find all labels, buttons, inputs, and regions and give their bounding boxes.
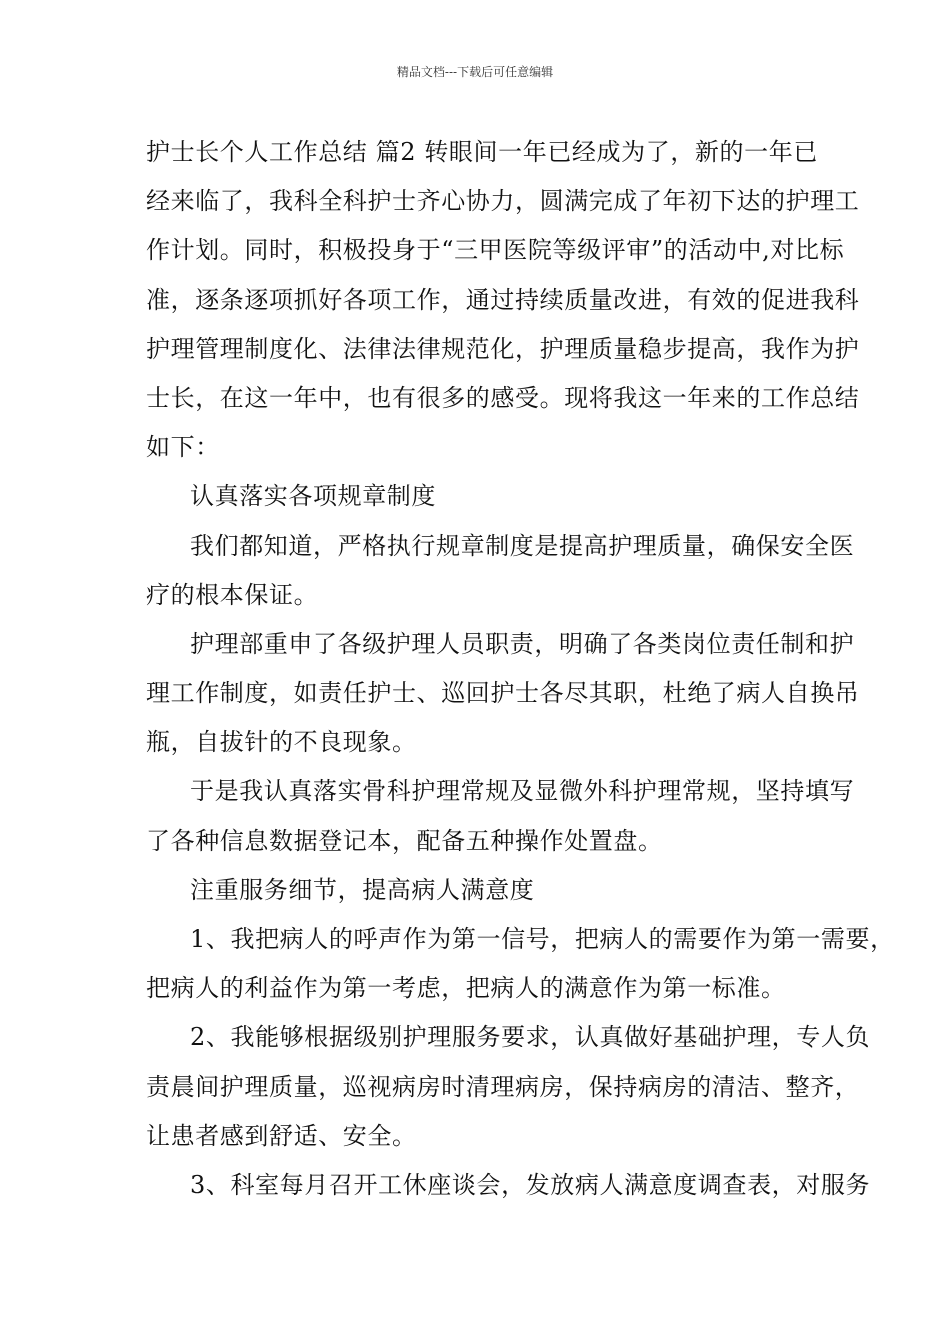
text-line: 护士长个人工作总结 篇2 转眼间一年已经成为了，新的一年已 xyxy=(146,138,818,166)
text-line: 准，逐条逐项抓好各项工作，通过持续质量改进，有效的促进我科 xyxy=(146,285,860,314)
text-line: 理工作制度，如责任护士、巡回护士各尽其职，杜绝了病人自换吊 xyxy=(146,679,860,708)
text-line: 作计划。同时，积极投身于“三甲医院等级评审”的活动中,对比标 xyxy=(146,236,845,265)
text-line: 瓶，自拔针的不良现象。 xyxy=(146,728,417,757)
text-line: 2、我能够根据级别护理服务要求，认真做好基础护理，专人负 xyxy=(190,1023,871,1052)
text-line: 1、我把病人的呼声作为第一信号，把病人的需要作为第一需要， xyxy=(190,925,895,953)
text-line: 把病人的利益作为第一考虑，把病人的满意作为第一标准。 xyxy=(146,974,786,1003)
text-line: 我们都知道，严格执行规章制度是提高护理质量，确保安全医 xyxy=(190,531,855,560)
section-heading: 认真落实各项规章制度 xyxy=(190,482,436,511)
page-header: 精品文档---下载后可任意编辑 xyxy=(396,65,554,79)
text-line: 疗的根本保证。 xyxy=(146,580,319,609)
text-line: 护理管理制度化、法律法律规范化，护理质量稳步提高，我作为护 xyxy=(146,334,860,363)
text-line: 责晨间护理质量，巡视病房时清理病房，保持病房的清洁、整齐， xyxy=(146,1072,860,1101)
text-line: 了各种信息数据登记本，配备五种操作处置盘。 xyxy=(146,826,663,855)
document-body xyxy=(146,134,895,1216)
text-line: 护理部重申了各级护理人员职责，明确了各类岗位责任制和护 xyxy=(190,629,855,658)
text-line: 经来临了，我科全科护士齐心协力，圆满完成了年初下达的护理工 xyxy=(146,187,860,216)
text-line: 让患者感到舒适、安全。 xyxy=(146,1121,417,1150)
text-line: 如下： xyxy=(146,433,220,462)
text-line: 3、科室每月召开工休座谈会，发放病人满意度调查表，对服务 xyxy=(190,1170,871,1199)
text-line: 于是我认真落实骨科护理常规及显微外科护理常规，坚持填写 xyxy=(190,777,855,806)
text-line: 士长，在这一年中，也有很多的感受。现将我这一年来的工作总结 xyxy=(146,383,860,412)
section-heading: 注重服务细节，提高病人满意度 xyxy=(190,875,535,904)
